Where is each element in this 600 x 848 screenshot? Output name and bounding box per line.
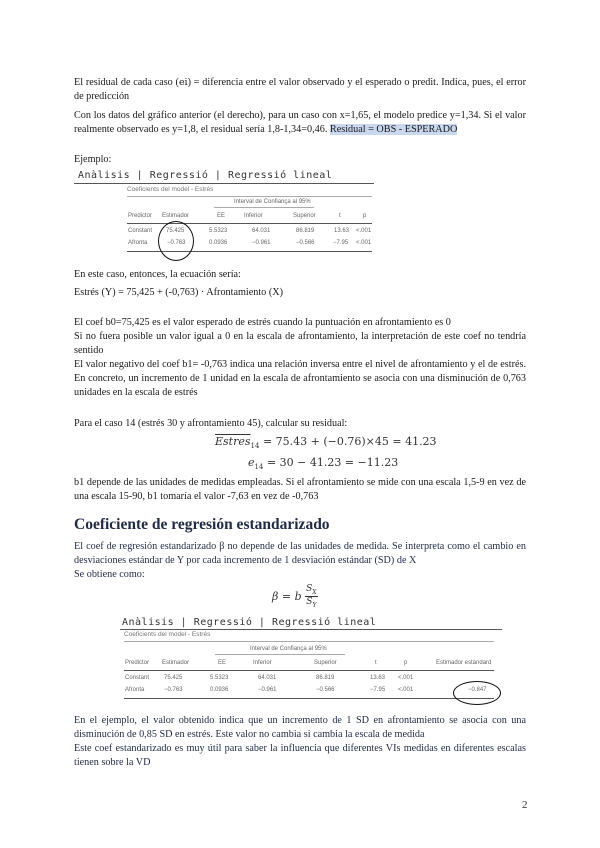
table-cell: −0.566 xyxy=(316,687,335,693)
table-cell: −0.961 xyxy=(252,240,271,246)
divider xyxy=(127,196,372,197)
col-header: Estimador estàndard xyxy=(436,660,492,666)
col-header: EE xyxy=(217,213,226,219)
table-cell: −0.763 xyxy=(164,687,183,693)
table-cell: −7.95 xyxy=(333,240,349,246)
paragraph-interpretation: En el ejemplo, el valor obtenido indica que un incremento de 1 SD en afrontamiento se asocia con una disminución de 0,85 SD en estrés. Este valor no cambia si cambia la escala de medida xyxy=(74,715,526,740)
paragraph-usefulness: Este coef estandarizado es muy útil para saber la influencia que diferentes VIs medidas en diferentes escalas tienen sobre la VD xyxy=(74,743,526,768)
table-title: Anàlisis | Regressió | Regressió lineal xyxy=(78,170,333,181)
ci-header: Interval de Confiança al 95% xyxy=(250,646,327,652)
page-number: 2 xyxy=(522,799,528,811)
col-header: Inferior xyxy=(244,213,263,219)
table-subtitle: Coeficients del model - Estrés xyxy=(127,186,214,193)
table-cell: −0.961 xyxy=(258,687,277,693)
col-header: Superior xyxy=(314,660,337,666)
col-header: p xyxy=(363,213,367,219)
divider xyxy=(124,670,494,671)
paragraph-case14: Para el caso 14 (estrés 30 y afrontamiento 45), calcular su residual: xyxy=(74,418,348,429)
col-header: EE xyxy=(218,660,227,666)
table-cell: 13.63 xyxy=(370,675,386,681)
table-cell: Constant xyxy=(128,228,153,234)
table-cell: −0.763 xyxy=(167,240,186,246)
table-cell: 86.819 xyxy=(316,675,335,681)
table-cell: −0.566 xyxy=(296,240,315,246)
paragraph-equation-intro: En este caso, entonces, la ecuación sería: xyxy=(74,269,241,280)
table-cell: 5.5323 xyxy=(210,675,229,681)
table-cell: 64.031 xyxy=(252,228,271,234)
paragraph-b0-note: Si no fuera posible un valor igual a 0 en la escala de afrontamiento, la interpretación de este coef no tendría sentido xyxy=(74,331,526,356)
divider xyxy=(74,183,374,184)
regression-table-screenshot xyxy=(74,170,374,262)
table-cell: 0.0936 xyxy=(209,240,228,246)
table-title: Anàlisis | Regressió | Regressió lineal xyxy=(122,617,377,628)
divider xyxy=(124,641,494,642)
beta-formula: β = b $\frac{S_X}{S_Y}$ xyxy=(272,584,317,609)
example-label: Ejemplo: xyxy=(74,154,112,165)
table-cell: 5.5323 xyxy=(209,228,228,234)
table-cell: 86.819 xyxy=(296,228,315,234)
col-header: Superior xyxy=(293,213,316,219)
paragraph-standardized: El coef de regresión estandarizado β no depende de las unidades de medida. Se interpreta como el cambio en desviaciones estándar de Y por cada incremento de 1 desviación estándar (SD) de X xyxy=(74,541,526,566)
divider xyxy=(120,629,502,630)
table-cell: <.001 xyxy=(398,687,414,693)
divider xyxy=(215,654,345,655)
paragraph-obtained: Se obtiene como: xyxy=(74,569,145,580)
paragraph-b0: El coef b0=75,425 es el valor esperado de estrés cuando la puntuación en afrontamiento es 0 xyxy=(74,317,451,328)
col-header: Predictor xyxy=(125,660,150,666)
std-estimate-circle-annotation xyxy=(453,681,501,705)
table-cell: −7.95 xyxy=(370,687,386,693)
equation-predicted: Estres$_{14}$ = 75.43 + (−0.76)×45 = 41.23 xyxy=(215,435,437,451)
col-header: p xyxy=(404,660,408,666)
col-header: t xyxy=(375,660,377,666)
paragraph-equation: Estrés (Y) = 75,425 + (-0,763) · Afrontamiento (X) xyxy=(74,287,283,298)
col-header: Predictor xyxy=(128,213,153,219)
divider xyxy=(214,207,314,208)
divider xyxy=(127,223,372,224)
table-cell: <.001 xyxy=(356,240,372,246)
table-cell: 75.425 xyxy=(164,675,183,681)
col-header: t xyxy=(339,213,341,219)
table-cell: 0.0936 xyxy=(210,687,229,693)
col-header: Estimador xyxy=(162,660,190,666)
table-cell: 13.63 xyxy=(334,228,350,234)
table-cell: <.001 xyxy=(398,675,414,681)
residual-symbol: ei xyxy=(178,77,188,88)
equation-residual: $e_{14} = 30 - 41.23 = -11.23$ xyxy=(248,456,399,472)
section-heading: Coeficiente de regresión estandarizado xyxy=(74,516,330,533)
divider xyxy=(124,698,494,699)
paragraph-residual-definition: El residual de cada caso (ei) = diferencia entre el valor observado y el esperado o predit. Indica, pues, el error de predicción xyxy=(74,77,526,102)
table-subtitle: Coeficients del model - Estrés xyxy=(124,631,211,638)
standardized-table-screenshot xyxy=(120,617,502,709)
table-cell: <.001 xyxy=(356,228,372,234)
table-cell: 75.425 xyxy=(166,228,185,234)
estimate-circle-annotation xyxy=(158,221,194,261)
paragraph-units: b1 depende de las unidades de medidas empleadas. Si el afrontamiento se mide con una escala 1,5-9 en vez de una escala 15-90, b1 tomaría el valor -7,63 en vez de -0,763 xyxy=(74,477,526,502)
col-header: Inferior xyxy=(253,660,272,666)
table-cell: Afronta xyxy=(125,687,145,693)
ci-header: Interval de Confiança al 95% xyxy=(234,199,311,205)
paragraph-b1: El valor negativo del coef b1= -0,763 indica una relación inversa entre el nivel de afrontamiento y el de estrés. En concreto, un incremento de 1 unidad en la escala de afrontamiento se asocia con una disminución de 0,763 unidades en la escala de estrés xyxy=(74,359,526,398)
table-cell: 64.031 xyxy=(258,675,277,681)
highlighted-formula: Residual = OBS - ESPERADO xyxy=(329,124,458,135)
table-cell: Constant xyxy=(125,675,150,681)
table-cell: −0.847 xyxy=(468,687,487,693)
paragraph-residual-example: Con los datos del gráfico anterior (el derecho), para un caso con x=1,65, el modelo predice y=1,34. Si el valor realmente observado es y=1,8, el residual sería 1,8-1,34=0,46. Residual = OBS - ESPERADO xyxy=(74,110,526,135)
col-header: Estimador xyxy=(162,213,190,219)
table-cell: Afronta xyxy=(128,240,148,246)
